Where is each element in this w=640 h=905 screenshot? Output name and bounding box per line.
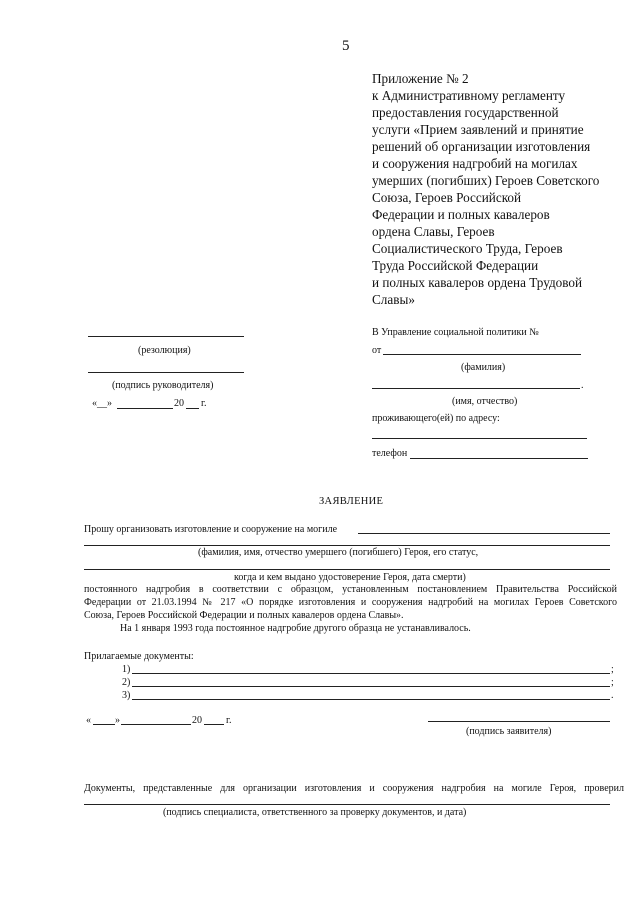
appendix-line: Труда Российской Федерации	[372, 258, 539, 273]
application-date-close: »	[115, 715, 120, 726]
statement-heading: ЗАЯВЛЕНИЕ	[319, 496, 384, 507]
document-item-number: 2)	[122, 677, 131, 688]
appendix-line: ордена Славы, Героев	[372, 224, 495, 239]
name-line	[372, 388, 580, 389]
request-paragraph-line-1: постоянного надгробия в соответствии с образцом, установленным постановлением Правительства Российской	[84, 584, 617, 595]
surname-line	[383, 354, 581, 355]
verification-caption: (подпись специалиста, ответственного за проверку документов, и дата)	[163, 807, 467, 818]
name-caption: (имя, отчество)	[452, 396, 518, 407]
resolution-date-year: 20	[174, 398, 184, 409]
application-date-month-line	[121, 724, 191, 725]
request-note: На 1 января 1993 года постоянное надгробие другого образца не устанавливалось.	[120, 623, 471, 634]
document-item-number: 1)	[122, 664, 131, 675]
appendix-line: Приложение № 2	[372, 71, 469, 86]
hero-name-caption: (фамилия, имя, отчество умершего (погибшего) Героя, его статус,	[198, 547, 479, 558]
application-date-year: 20	[192, 715, 202, 726]
appendix-line: услуги «Прием заявлений и принятие	[372, 122, 584, 137]
application-date-year-line	[204, 724, 224, 725]
appendix-line: Социалистического Труда, Героев	[372, 241, 563, 256]
application-date-day-line	[93, 724, 115, 725]
applicant-signature-caption: (подпись заявителя)	[466, 726, 552, 737]
resolution-date-year-line	[186, 408, 199, 409]
appendix-line: и полных кавалеров ордена Трудовой	[372, 275, 583, 290]
request-line: Прошу организовать изготовление и сооружение на могиле	[84, 524, 338, 535]
document-line-1	[132, 673, 610, 674]
appendix-line: предоставления государственной	[372, 105, 559, 120]
verification-text: Документы, представленные для организации изготовления и сооружения надгробия на могиле Героя, проверил	[84, 783, 624, 794]
applicant-signature-line	[428, 721, 610, 722]
head-signature-caption: (подпись руководителя)	[112, 380, 214, 391]
address-line	[372, 438, 587, 439]
appendix-line: решений об организации изготовления	[372, 139, 591, 154]
document-line-2	[132, 686, 610, 687]
document-item-terminator: .	[611, 690, 614, 701]
appendix-header	[372, 70, 599, 308]
document-item-terminator: ;	[611, 664, 614, 675]
appendix-line: Славы»	[372, 292, 415, 307]
hero-certificate-caption: когда и кем выдано удостоверение Героя, дата смерти)	[234, 572, 466, 583]
verification-line	[84, 804, 610, 805]
appendix-line: Федерации и полных кавалеров	[372, 207, 550, 222]
resolution-line	[88, 336, 244, 337]
addressee-text: В Управление социальной политики №	[372, 327, 539, 338]
application-date-open: «	[86, 715, 91, 726]
appendix-line: и сооружения надгробий на могилах	[372, 156, 578, 171]
phone-label: телефон	[372, 448, 408, 459]
name-line-dot: .	[581, 380, 584, 391]
document-line-3	[132, 699, 610, 700]
page-number: 5	[342, 38, 350, 54]
from-label: от	[372, 345, 382, 356]
appendix-line: умерших (погибших) Героев Советского	[372, 173, 600, 188]
head-signature-line	[88, 372, 244, 373]
resolution-caption: (резолюция)	[138, 345, 191, 356]
resolution-date-open: «__»	[92, 398, 112, 409]
document-item-terminator: ;	[611, 677, 614, 688]
request-paragraph-line-3: Союза, Героев Российской Федерации и полных кавалеров ордена Славы».	[84, 610, 404, 621]
resolution-date-month-line	[117, 408, 173, 409]
documents-label: Прилагаемые документы:	[84, 651, 194, 662]
hero-certificate-line	[84, 569, 610, 570]
surname-caption: (фамилия)	[461, 362, 506, 373]
phone-line	[410, 458, 588, 459]
hero-name-line	[84, 545, 610, 546]
grave-line	[358, 533, 610, 534]
resolution-date-suffix: г.	[201, 398, 207, 409]
appendix-line: Союза, Героев Российской	[372, 190, 522, 205]
request-paragraph-line-2: Федерации от 21.03.1994 № 217 «О порядке изготовления и сооружения надгробий на могилах Героев Советского	[84, 597, 617, 608]
appendix-line: к Административному регламенту	[372, 88, 566, 103]
application-date-suffix: г.	[226, 715, 232, 726]
document-item-number: 3)	[122, 690, 131, 701]
residing-label: проживающего(ей) по адресу:	[372, 413, 500, 424]
